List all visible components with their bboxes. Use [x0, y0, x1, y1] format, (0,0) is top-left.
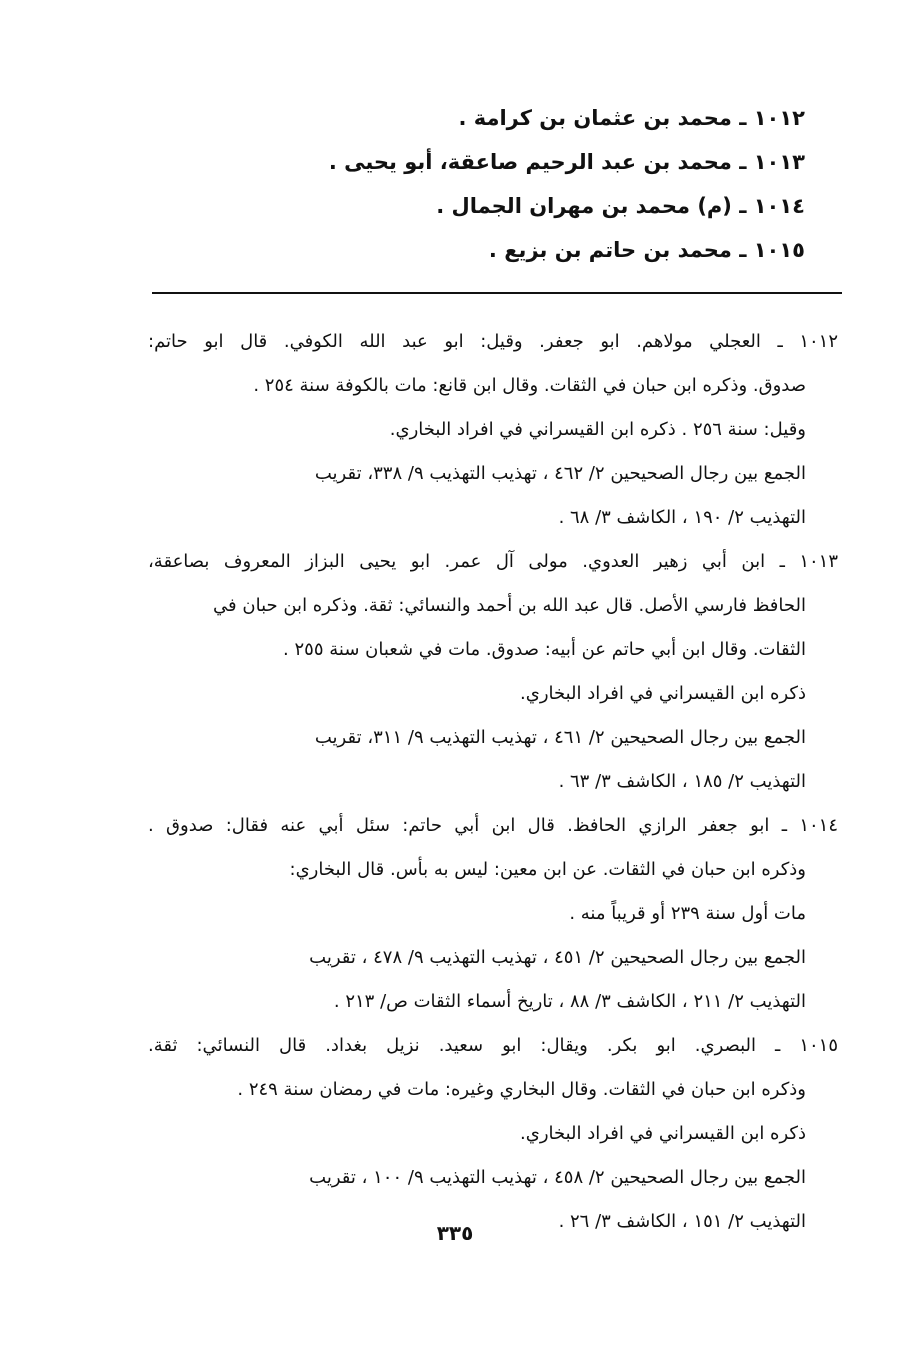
footnote-line: صدوق. وذكره ابن حبان في الثقات. وقال ابن قانع: مات بالكوفة سنة ٢٥٤ . — [253, 375, 806, 396]
footnote-line: ١٠١٤ ـ ابو جعفر الرازي الحافظ. قال ابن أبي حاتم: سئل أبي عنه فقال: صدوق . — [148, 815, 838, 836]
footnote-line: ذكره ابن القيسراني في افراد البخاري. — [520, 683, 806, 704]
footnote-line: الجمع بين رجال الصحيحين ٢/ ٤٦٢ ، تهذيب التهذيب ٩/ ٣٣٨، تقريب — [314, 463, 806, 484]
footnote-line: الثقات. وقال ابن أبي حاتم عن أبيه: صدوق. مات في شعبان سنة ٢٥٥ . — [283, 639, 806, 660]
footnote-line: التهذيب ٢/ ١٨٥ ، الكاشف ٣/ ٦٣ . — [558, 771, 806, 792]
footnote-line: ذكره ابن القيسراني في افراد البخاري. — [520, 1123, 806, 1144]
footnote-1013 — [148, 540, 838, 804]
footnote-line: ١٠١٣ ـ ابن أبي زهير العدوي. مولى آل عمر. ابو يحيى البزاز المعروف بصاعقة، — [148, 551, 838, 572]
footnote-line: التهذيب ٢/ ١٩٠ ، الكاشف ٣/ ٦٨ . — [558, 507, 806, 528]
footnote-line: ١٠١٥ ـ البصري. ابو بكر. ويقال: ابو سعيد. نزيل بغداد. قال النسائي: ثقة. — [148, 1035, 838, 1056]
footnote-line: التهذيب ٢/ ١٥١ ، الكاشف ٣/ ٢٦ . — [558, 1211, 806, 1232]
entry-heading-1014: ١٠١٤ ـ (م) محمد بن مهران الجمال . — [436, 194, 805, 218]
footnote-line: وذكره ابن حبان في الثقات. وقال البخاري وغيره: مات في رمضان سنة ٢٤٩ . — [237, 1079, 806, 1100]
entry-heading-1012: ١٠١٢ ـ محمد بن عثمان بن كرامة . — [458, 106, 805, 130]
footnotes — [148, 320, 838, 1244]
footnote-line: الجمع بين رجال الصحيحين ٢/ ٤٥٨ ، تهذيب التهذيب ٩/ ١٠٠ ، تقريب — [309, 1167, 806, 1188]
entry-heading-1015: ١٠١٥ ـ محمد بن حاتم بن بزيع . — [488, 238, 805, 262]
entry-headings — [165, 96, 805, 272]
footnote-line: ١٠١٢ ـ العجلي مولاهم. ابو جعفر. وقيل: ابو عبد الله الكوفي. قال ابو حاتم: — [148, 331, 838, 352]
footnote-line: مات أول سنة ٢٣٩ أو قريباً منه . — [569, 903, 806, 924]
footnote-1012 — [148, 320, 838, 540]
footnote-line: الجمع بين رجال الصحيحين ٢/ ٤٦١ ، تهذيب التهذيب ٩/ ٣١١، تقريب — [314, 727, 806, 748]
footnote-line: التهذيب ٢/ ٢١١ ، الكاشف ٣/ ٨٨ ، تاريخ أسماء الثقات ص/ ٢١٣ . — [333, 991, 806, 1012]
footnote-line: الحافظ فارسي الأصل. قال عبد الله بن أحمد والنسائي: ثقة. وذكره ابن حبان في — [213, 595, 806, 616]
footnote-1014 — [148, 804, 838, 1024]
footnote-line: وقيل: سنة ٢٥٦ . ذكره ابن القيسراني في افراد البخاري. — [389, 419, 806, 440]
footnote-line: وذكره ابن حبان في الثقات. عن ابن معين: ليس به بأس. قال البخاري: — [289, 859, 806, 880]
entry-heading-1013: ١٠١٣ ـ محمد بن عبد الرحيم صاعقة، أبو يحيى . — [328, 150, 805, 174]
footnote-1015 — [148, 1024, 838, 1244]
footnote-divider — [152, 292, 842, 294]
page-number: ٣٣٥ — [436, 1221, 474, 1245]
footnote-line: الجمع بين رجال الصحيحين ٢/ ٤٥١ ، تهذيب التهذيب ٩/ ٤٧٨ ، تقريب — [309, 947, 806, 968]
